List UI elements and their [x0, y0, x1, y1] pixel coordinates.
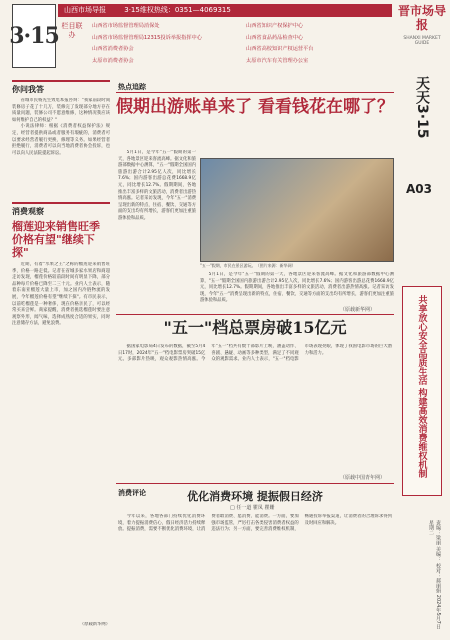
page-number: A03	[406, 182, 432, 196]
article1-body-right	[200, 272, 394, 308]
logo-mark: 3·15	[9, 23, 59, 49]
section-qa: 你问我答	[12, 80, 110, 95]
qa-answer-text: 小说法律师：根据《消费者权益保护法》规定，经营者提供商品或者服务有瑕疵的，消费者可以要求经营者履行更换、修理等义务。如果经营者拒绝履行，消费者可以向当地消费者协会投诉，也可以向人民法院提起诉讼。	[12, 124, 110, 156]
article3-author: □ 任一道 瞿凤 瞿姗	[230, 505, 275, 511]
header-topbar	[58, 4, 392, 17]
partner-item: 山西省食品药品检查中心	[246, 34, 304, 41]
partner-item: 山西省高校知识产权运营平台	[246, 46, 314, 52]
article1-author: （原载新华网）	[340, 307, 376, 313]
divider	[116, 483, 394, 484]
section-observe: 消费观察	[12, 202, 110, 217]
section-comment: 消费评论	[118, 489, 146, 497]
article3-text: 今年以来，各地各部门持续优化消费环境，着力提振消费信心，假日经济活力持续释放。提振消费，需要不断优化消费环境，让消费者敢消费、愿消费、能消费。一方面，要加强市场监管，严厉打击各类侵害消费者权益的违法行为；另一方面，要完善消费维权机制，畅通投诉举报渠道，让消费者的合理诉求得到及时回应和解决。	[118, 514, 392, 533]
partner-item: 山西省市场监督管理局12315投诉举报指挥中心	[92, 34, 202, 41]
partner-item: 山西省知识产权保护中心	[246, 23, 304, 29]
page-footer: 责编：梁丽 美编： 校对：郝丽娟 2024年5月7日 星期二	[428, 520, 441, 629]
partner-item: 山西省市场监督管理局消保处	[92, 23, 160, 29]
photo-caption: "五一"假期，市民在景区游玩。（图片来源：新华网）	[200, 263, 296, 268]
headline-3: 优化消费环境 提振假日经济	[187, 490, 323, 503]
partner-item: 太原市汽车有关管理办公室	[246, 57, 309, 64]
masthead-subtitle: SHANXI MARKET GUIDE	[403, 36, 441, 46]
partner-list	[92, 22, 392, 68]
topbar-hotline: 3·15维权热线：0351—4069315	[124, 6, 231, 14]
left-column	[12, 80, 110, 636]
partner-item: 太原市消费者协会	[92, 57, 134, 64]
article1-text-cont: 5月1日，是今年"五一"假期的第一天，各地景区迎来客流高峰。据文化和旅游部数据中心测算，"五一"假期全国国内旅游出游合计2.95亿人次，同比增长7.6%；国内游客出游总花费1668.9亿元，同比增长12.7%。假期期间，各地推出丰富多样的文旅活动，消费者出游热情高涨。记者采访发现，今年"五一"消费呈现出新的特点，住宿、餐饮、交通等方面的支出均有所增长，游客们更加注重旅游体验和品质。	[200, 272, 394, 304]
topbar-name: 山西市场导报	[64, 6, 106, 14]
article2-body	[118, 344, 392, 474]
page-header	[9, 4, 392, 74]
qa-question	[12, 98, 110, 194]
slogan-text: 共享放心安全品质生活 构建高效消费维权机制	[416, 295, 427, 479]
left-article-body	[12, 262, 110, 622]
divider	[116, 92, 394, 93]
divider	[116, 314, 394, 315]
masthead	[398, 4, 446, 214]
article2-text: 据国家电影局4日发布的数据，截至5月4日17时，2024年"五一"档电影票房突破15亿元。多部影片热映，观众观影热情高涨。今年"五一"档共有数十部影片上映，涵盖动作、喜剧、悬疑、动画等多种类型，满足了不同观众的观影需求。业内人士表示，"五一"档电影市场表现亮眼，体现了我国电影市场的巨大潜力和活力。	[118, 344, 392, 363]
article1-photo	[200, 158, 394, 262]
masthead-slogan: 天天3·15	[414, 75, 430, 139]
article3-body	[118, 514, 392, 634]
article1-body-left	[118, 150, 196, 290]
slogan-box	[402, 286, 442, 496]
left-article-text: 近期，有着"水果之王"之称的榴莲迎来销售旺季，价格一路走低。记者在省城多家水果店和商超走访发现，榴莲价格较前段时间有明显下降，部分品种每斤价格已降至二三十元。业内人士表示，随着东南亚榴莲大量上市，加之国内冷链物流的发展，今年榴莲价格有望"继续下探"。有市民表示，以前吃榴莲是一种奢侈，现在价格亲民了，可以经常买来尝鲜。商家提醒，消费者挑选榴莲时要注意观察外形，闻气味，选择成熟度合适的果实，同时注意储存方法，避免浪费。	[12, 262, 110, 327]
headline-2: "五一"档总票房破15亿元	[163, 318, 347, 337]
column-logo	[9, 4, 59, 68]
headline-1: 假期出游账单来了 看看钱花在哪了？	[116, 97, 394, 117]
qa-question-text: 省城市民杨先生致电本报咨询："我家前段时间装修房子花了十几万，装修完了发现部分地方存在质量问题，装修公司不愿意维修，这种情况我应该如何维护自己的权益？"	[12, 98, 110, 123]
left-article-title: 榴莲迎来销售旺季 价格有望"继续下探"	[12, 220, 100, 259]
section-hot: 热点追踪	[118, 83, 146, 91]
article1-text: 5月1日，是今年"五一"假期的第一天，各地景区迎来客流高峰。据文化和旅游部数据中心测算，"五一"假期全国国内旅游出游合计2.95亿人次，同比增长7.6%；国内游客出游总花费1668.9亿元，同比增长12.7%。假期期间，各地推出丰富多样的文旅活动，消费者出游热情高涨。记者采访发现，今年"五一"消费呈现出新的特点，住宿、餐饮、交通等方面的支出均有所增长，游客们更加注重旅游体验和品质。	[118, 150, 196, 221]
partner-item: 山西省消费者协会	[92, 46, 134, 52]
left-article-author: （原载新华网）	[79, 622, 110, 627]
article2-author: （原载中国青年网）	[340, 475, 386, 481]
masthead-title: 晋市场导报	[398, 4, 447, 32]
column-label: 栏目联办	[61, 22, 83, 39]
